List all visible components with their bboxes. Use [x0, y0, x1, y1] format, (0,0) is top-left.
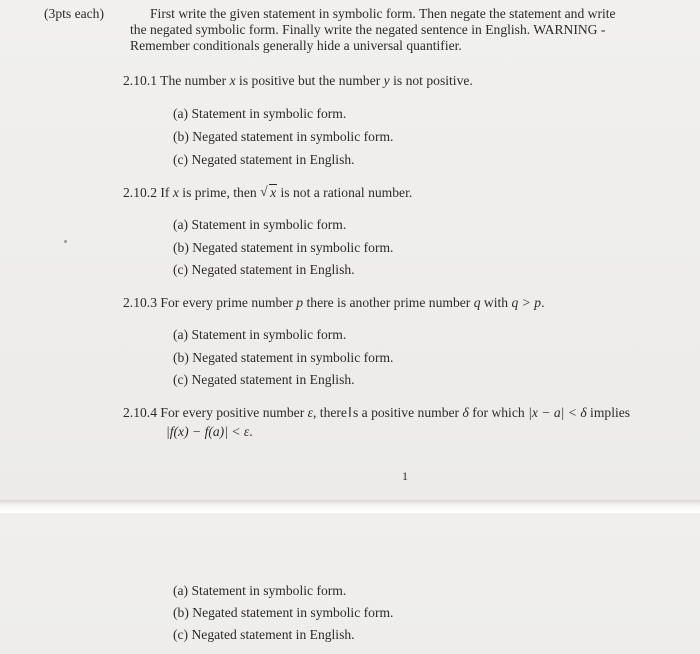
sub-item-c: (c) Negated statement in English. [173, 152, 355, 167]
problem-2-10-3 [123, 295, 544, 311]
sub-item-b: (b) Negated statement in symbolic form. [173, 240, 394, 255]
sub-item-c: (c) Negated statement in English. [173, 372, 355, 387]
problem-number: 2.10.2 [123, 185, 157, 200]
sub-item-b: (b) Negated statement in symbolic form. [173, 129, 394, 144]
points-label: (3pts each) [44, 6, 105, 21]
text-cursor-icon: I [348, 406, 352, 421]
problem-number: 2.10.1 [123, 73, 157, 88]
sub-item-c: (c) Negated statement in English. [173, 627, 355, 642]
problem-text: For every positive number ε, thereIs a positive number δ for which |x − a| < δ implies [160, 405, 631, 421]
problem-number: 2.10.3 [123, 295, 157, 310]
instructions-line-1: First write the given statement in symbolic form. Then negate the statement and write [150, 6, 616, 21]
problem-2-10-4 [123, 405, 630, 422]
instructions-line-3: Remember conditionals generally hide a universal quantifier. [130, 38, 462, 53]
problem-text: The number x is positive but the number y is not positive. [160, 73, 473, 88]
problem-text: If x is prime, then √ x is not a rational number. [160, 185, 412, 200]
sub-item-a: (a) Statement in symbolic form. [173, 327, 347, 342]
paper-speck [64, 240, 67, 243]
problem-2-10-2 [123, 185, 412, 201]
instructions [130, 6, 690, 54]
square-root-expression: √ x [260, 185, 277, 201]
instructions-line-2: the negated symbolic form. Finally write the negated sentence in English. WARNING - [130, 22, 606, 37]
problem-number: 2.10.4 [123, 405, 157, 420]
sub-item-c: (c) Negated statement in English. [173, 262, 355, 277]
page-break-gap [0, 500, 700, 513]
problem-text: For every prime number p there is another prime number q with q > p. [160, 295, 545, 310]
sub-item-a: (a) Statement in symbolic form. [173, 217, 347, 232]
sub-item-b: (b) Negated statement in symbolic form. [173, 605, 394, 620]
sub-item-b: (b) Negated statement in symbolic form. [173, 350, 394, 365]
page-number: 1 [402, 469, 408, 483]
problem-2-10-4-continuation: |f(x) − f(a)| < ε. [166, 424, 253, 439]
sub-item-a: (a) Statement in symbolic form. [173, 583, 347, 598]
problem-2-10-1 [123, 73, 473, 89]
sub-item-a: (a) Statement in symbolic form. [173, 106, 347, 121]
